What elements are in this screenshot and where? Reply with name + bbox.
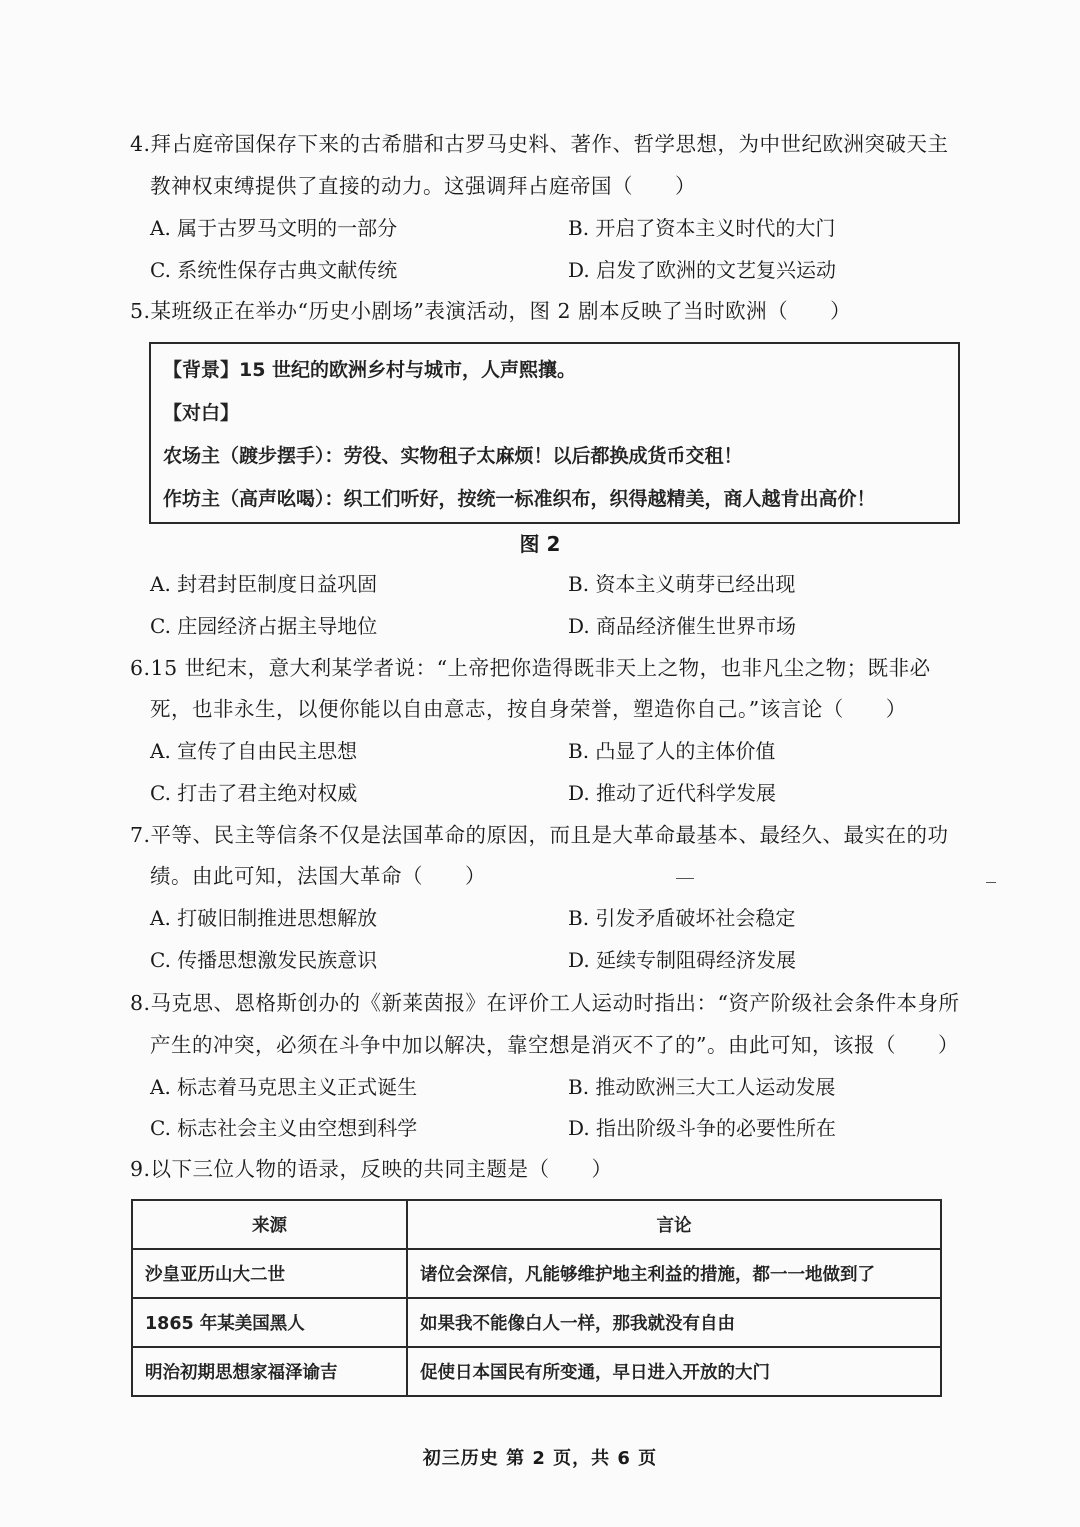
table-cell-source: 明治初期思想家福泽谕吉 (132, 1347, 407, 1396)
q6-option-c: C. 打击了君主绝对权威 (150, 781, 358, 805)
q7-stem-line2: 绩。由此可知，法国大革命（ ） (150, 864, 486, 888)
table-row (132, 1347, 941, 1396)
q8-option-c: C. 标志社会主义由空想到科学 (150, 1116, 418, 1140)
q6-option-d: D. 推动了近代科学发展 (568, 781, 777, 805)
figure-caption: 图 2 (519, 532, 561, 556)
table-header-source: 来源 (132, 1200, 407, 1249)
table-row (132, 1298, 941, 1347)
q8-stem-line1: 8.马克思、恩格斯创办的《新莱茵报》在评价工人运动时指出：“资产阶级社会条件本身所 (130, 991, 960, 1015)
quotes-table (131, 1199, 942, 1397)
q7-option-d: D. 延续专制阻碍经济发展 (568, 948, 797, 972)
table-cell-quote: 促使日本国民有所变通，早日进入开放的大门 (407, 1347, 941, 1396)
table-header-quote: 言论 (407, 1200, 941, 1249)
table-row (132, 1249, 941, 1298)
q8-stem-line2: 产生的冲突，必须在斗争中加以解决，靠空想是消灭不了的”。由此可知，该报（ ） (150, 1033, 959, 1057)
table-cell-source: 沙皇亚历山大二世 (132, 1249, 407, 1298)
script-box (149, 342, 960, 524)
q9-stem-line1: 9.以下三位人物的语录，反映的共同主题是（ ） (130, 1157, 613, 1181)
q5-stem-line1: 5.某班级正在举办“历史小剧场”表演活动，图 2 剧本反映了当时欧洲（ ） (130, 299, 852, 323)
q4-option-a: A. 属于古罗马文明的一部分 (150, 216, 398, 240)
scan-mark (986, 882, 996, 883)
q8-option-d: D. 指出阶级斗争的必要性所在 (568, 1116, 837, 1140)
script-dialogue-heading: 【对白】 (163, 402, 240, 424)
q8-option-b: B. 推动欧洲三大工人运动发展 (568, 1075, 836, 1099)
table-cell-quote: 诸位会深信，凡能够维护地主利益的措施，都一一地做到了 (407, 1249, 941, 1298)
script-workshop-line: 作坊主（高声吆喝）：织工们听好，按统一标准织布，织得越精美，商人越肯出高价！ (163, 488, 876, 510)
q7-option-c: C. 传播思想激发民族意识 (150, 948, 378, 972)
script-background: 【背景】15 世纪的欧洲乡村与城市，人声熙攘。 (163, 359, 577, 381)
q4-option-b: B. 开启了资本主义时代的大门 (568, 216, 836, 240)
q5-option-c: C. 庄园经济占据主导地位 (150, 614, 378, 638)
script-farmer-line: 农场主（踱步摆手）：劳役、实物租子太麻烦！以后都换成货币交租！ (163, 445, 743, 467)
scan-mark (676, 878, 694, 879)
q8-option-a: A. 标志着马克思主义正式诞生 (150, 1075, 418, 1099)
q4-option-c: C. 系统性保存古典文献传统 (150, 258, 398, 282)
q7-option-b: B. 引发矛盾破坏社会稳定 (568, 906, 796, 930)
q6-option-b: B. 凸显了人的主体价值 (568, 739, 776, 763)
q4-option-d: D. 启发了欧洲的文艺复兴运动 (568, 258, 837, 282)
table-cell-quote: 如果我不能像白人一样，那我就没有自由 (407, 1298, 941, 1347)
q6-option-a: A. 宣传了自由民主思想 (150, 739, 358, 763)
q5-option-a: A. 封君封臣制度日益巩固 (150, 572, 378, 596)
q5-option-b: B. 资本主义萌芽已经出现 (568, 572, 796, 596)
q6-stem-line1: 6.15 世纪末，意大利某学者说：“上帝把你造得既非天上之物，也非凡尘之物；既非必 (130, 656, 931, 680)
q4-stem-line2: 教神权束缚提供了直接的动力。这强调拜占庭帝国（ ） (150, 174, 696, 198)
q6-stem-line2: 死，也非永生，以便你能以自由意志，按自身荣誉，塑造你自己。”该言论（ ） (150, 697, 907, 721)
q7-option-a: A. 打破旧制推进思想解放 (150, 906, 378, 930)
q4-stem-line1: 4.拜占庭帝国保存下来的古希腊和古罗马史料、著作、哲学思想，为中世纪欧洲突破天主 (130, 132, 949, 156)
table-header-row (132, 1200, 941, 1249)
q5-option-d: D. 商品经济催生世界市场 (568, 614, 797, 638)
table-cell-source: 1865 年某美国黑人 (132, 1298, 407, 1347)
q7-stem-line1: 7.平等、民主等信条不仅是法国革命的原因，而且是大革命最基本、最经久、最实在的功 (130, 823, 949, 847)
page-footer: 初三历史 第 2 页，共 6 页 (422, 1448, 658, 1469)
